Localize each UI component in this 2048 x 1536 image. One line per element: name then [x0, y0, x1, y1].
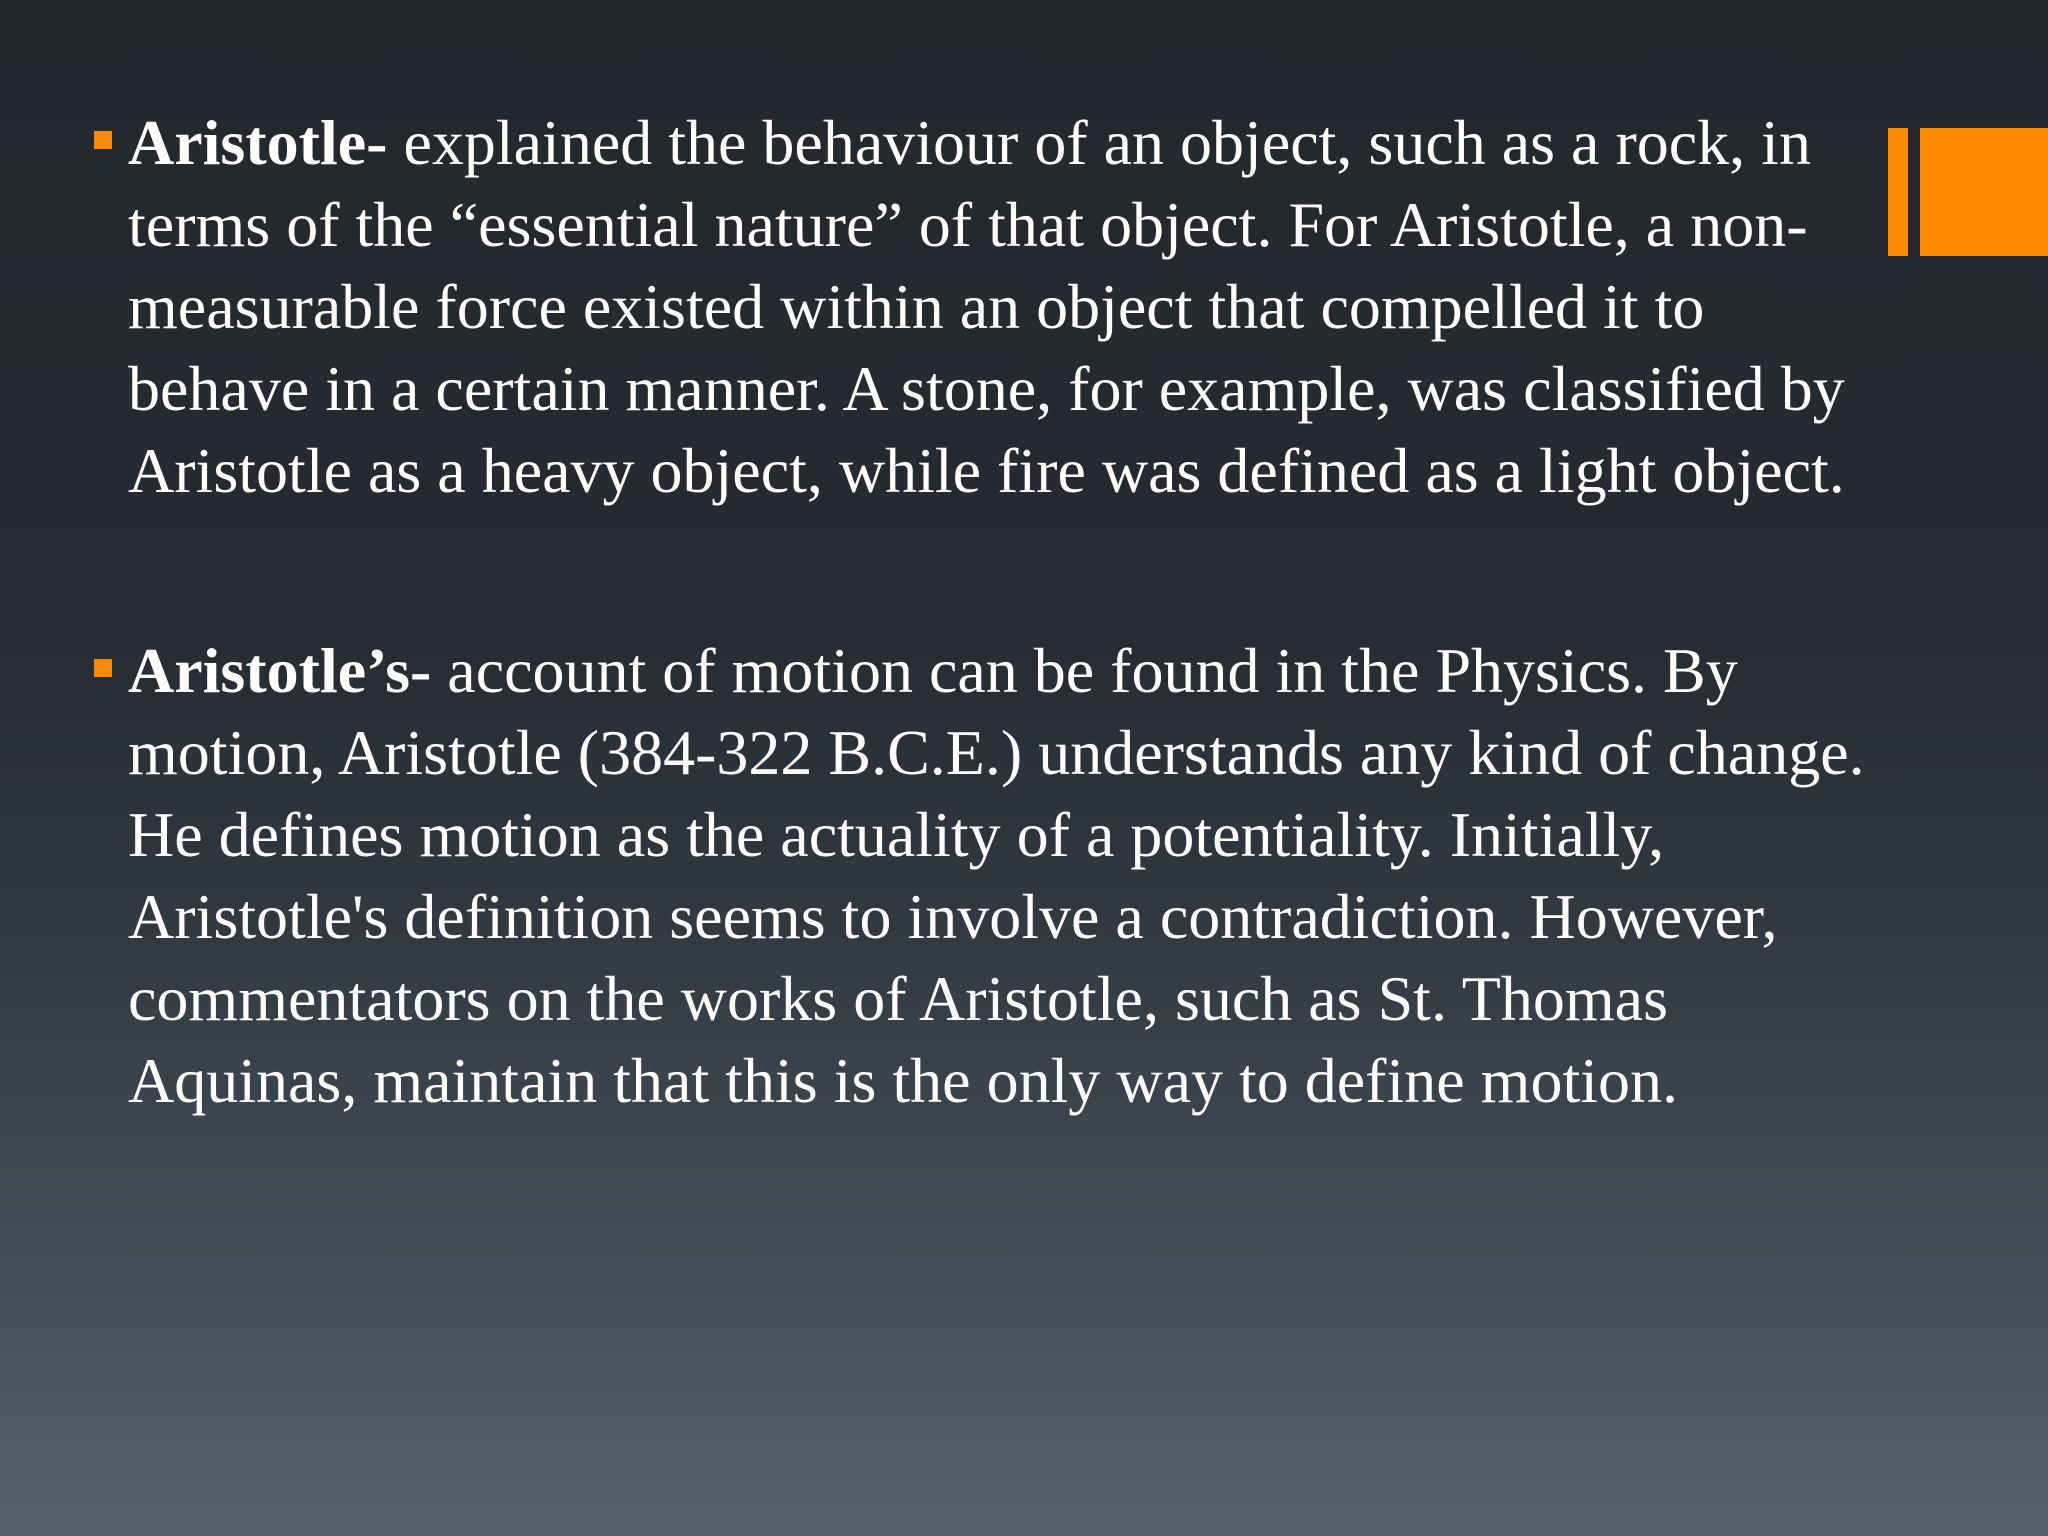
bullet-lead: Aristotle’s-	[128, 635, 432, 706]
bullet-item-aristotle-motion	[128, 630, 1888, 1122]
bullet-text: explained the behaviour of an object, such as a rock, in terms of the “essential nature” of that object. For Aristotle, a non-measurable force existed within an object that compelled it to behave in a certain manner. A stone, for example, was classified by Aristotle as a heavy object, while fire was defined as a light object.	[128, 107, 1845, 506]
bullet-text: account of motion can be found in the Physics. By motion, Aristotle (384-322 B.C.E.) understands any kind of change. He defines motion as the actuality of a potentiality. Initially, Aristotle's definition seems to involve a contradiction. However, commentators on the works of Aristotle, such as St. Thomas Aquinas, maintain that this is the only way to define motion.	[128, 635, 1865, 1116]
bullet-square-icon	[94, 131, 112, 149]
bullet-list	[128, 102, 1888, 1240]
accent-bar-thin	[1888, 128, 1908, 256]
bullet-square-icon	[94, 659, 112, 677]
bullet-lead: Aristotle-	[128, 107, 388, 178]
accent-bar-thick	[1920, 128, 2048, 256]
bullet-item-aristotle-nature	[128, 102, 1888, 512]
